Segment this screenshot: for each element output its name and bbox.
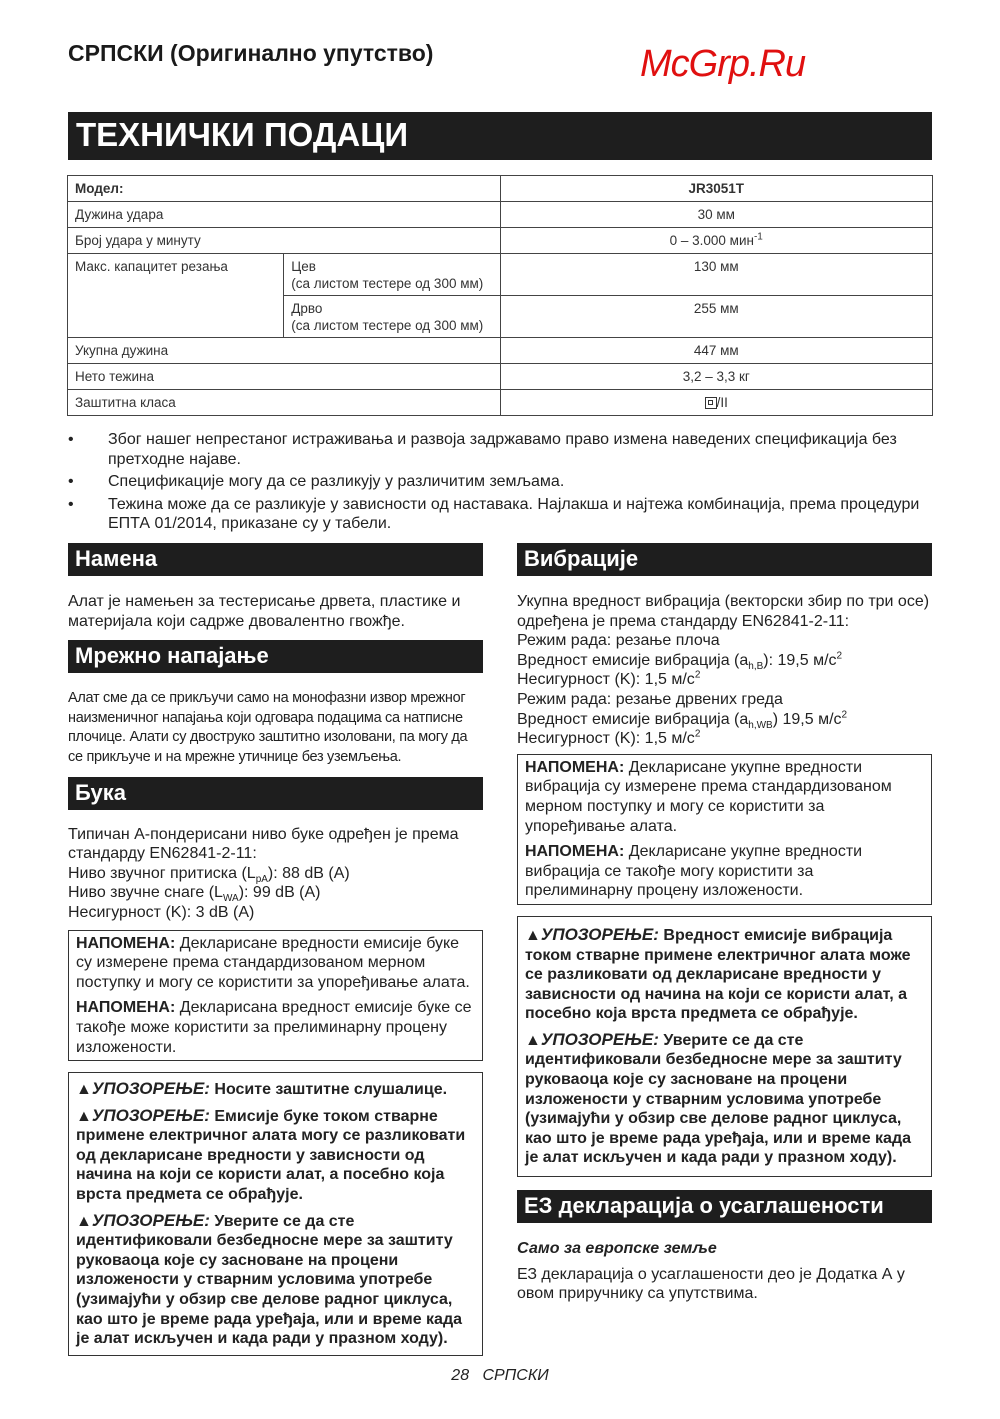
vibration-intro: Укупна вредност вибрација (векторски збир по три осе) одређена је према стандарду EN62841-2-11:: [517, 593, 930, 630]
double-insulation-icon: [705, 397, 717, 409]
t: h,WB: [748, 719, 773, 731]
t: 2: [836, 650, 843, 662]
list-item: • Тежина може да се разликује у зависности од наставака. Најлакша и најтежа комбинација, према процедури ЕПТА 01/2014, приказане су у табели.: [68, 495, 920, 532]
right-column: [517, 543, 932, 1304]
capacity-material: [284, 254, 500, 296]
uncertainty: [517, 670, 932, 690]
vibration-note-box: [517, 754, 932, 905]
t: ): 19,5 м/с: [763, 651, 837, 669]
footer-language: СРПСКИ: [482, 1367, 549, 1384]
warning-label: УПОЗОРЕЊЕ:: [540, 1029, 659, 1049]
spec-label: Дужина удара: [68, 202, 501, 228]
warning-icon: ▲: [525, 926, 541, 944]
note: [76, 934, 475, 993]
warning-icon: ▲: [76, 1081, 92, 1099]
declaration-subtitle: Само за европске земље: [517, 1240, 717, 1258]
power-heading: Мрежно напајање: [68, 640, 483, 673]
warning-label: УПОЗОРЕЊЕ:: [540, 924, 659, 944]
warning-label: УПОЗОРЕЊЕ:: [91, 1079, 210, 1099]
power-text: Алат сме да се прикључи само на монофазни извор мрежног наизменичног напајања који одговара подацима са натписне плочице. Алати су двоструко заштитно изоловани, па могу да се прикључе и на мрежне утичнице без уземљења.: [68, 690, 468, 765]
spec-value: 447 мм: [500, 338, 933, 364]
spec-label: Нето тежина: [68, 364, 501, 390]
warning-text: Уверите се да сте идентификовали безбедносне мере за заштиту руковаоца које су засноване на процени изложености у стварним условима употребе (узимајући у обзир све делове радног циклуса, као што је време рада уређаја, или и време када је алат искључен и када ради у празном ходу).: [525, 1031, 912, 1167]
list-item: • Спецификације могу да се разликују у различитим земљама.: [68, 473, 565, 490]
capacity-material: [284, 296, 500, 338]
purpose-heading: Намена: [68, 543, 483, 576]
vibration-heading: Вибрације: [517, 543, 932, 576]
note: [525, 842, 924, 901]
warning-label: УПОЗОРЕЊЕ:: [91, 1105, 210, 1125]
note-text: Декларисане вредности емисије буке су измерене према стандардизованом мерном поступку и могу се користити за упоређивање алата.: [76, 934, 470, 991]
note-label: НАПОМЕНА:: [525, 758, 625, 776]
table-row: [68, 254, 933, 296]
t: Ниво звучне снаге (L: [68, 884, 223, 902]
table-row: [68, 338, 933, 364]
warning: [525, 925, 924, 1024]
t: pA: [255, 873, 268, 885]
material: Дрво: [291, 301, 323, 316]
note: [76, 998, 475, 1057]
spec-value: 30 мм: [500, 202, 933, 228]
t: h,B: [748, 660, 764, 672]
noise-note-box: [68, 930, 483, 1062]
note-text: Декларисане укупне вредности вибрација се такође могу користити за прелиминарну процену изложености.: [525, 843, 863, 900]
vibration-values: [517, 592, 932, 749]
page-number: 28: [451, 1367, 470, 1384]
warning-text: Емисије буке током стварне примене електричног алата могу се разликовати од декларисане вредности у зависности од начина на који се користи алат, а посебно која врста предмета се обрађује.: [76, 1107, 466, 1204]
warning-icon: ▲: [525, 1031, 541, 1049]
t: ): 99 dB (A): [238, 884, 321, 902]
t: Ниво звучног притиска (L: [68, 864, 256, 882]
noise-intro: Типичан А-пондерисани ниво буке одређен је према стандарду EN62841-2-11:: [68, 825, 459, 863]
table-row: [68, 176, 933, 202]
model-value: JR3051T: [500, 176, 933, 202]
model-label: Модел:: [68, 176, 501, 202]
note: (са листом тестере од 300 мм): [291, 276, 484, 291]
warning-text: Уверите се да сте идентификовали безбедносне мере за заштиту руковаоца које су засноване на процени изложености у стварним условима употребе (узимајући у обзир све делове радног циклуса, као што је време рада уређаја, или и време када је алат искључен и када ради у празном ходу).: [76, 1212, 463, 1348]
warning-icon: ▲: [76, 1212, 92, 1230]
spec-label: Макс. капацитет резања: [68, 254, 284, 338]
table-row: [68, 390, 933, 416]
spec-value: 130 мм: [500, 254, 933, 296]
noise-pressure: [68, 864, 483, 884]
t: 2: [694, 670, 701, 682]
spec-value: [500, 228, 933, 254]
purpose-text: Алат је намењен за тестерисање дрвета, пластике и материјала који садрже двовалентно гвожђе.: [68, 593, 461, 630]
note: [525, 758, 924, 836]
note-text: Декларисане укупне вредности вибрација су измерене према стандардизованом мерном поступку и могу се користити за упоређивање алата.: [525, 758, 892, 835]
specs-title: ТЕХНИЧКИ ПОДАЦИ: [68, 112, 932, 160]
t: 2: [841, 709, 848, 721]
left-column: [68, 543, 483, 1356]
spec-value: [500, 390, 933, 416]
note-text: Спецификације могу да се разликују у различитим земљама.: [108, 473, 565, 490]
note-label: НАПОМЕНА:: [76, 934, 176, 952]
vibration-value: [517, 651, 932, 671]
t: WA: [222, 893, 239, 905]
material: Цев: [291, 259, 316, 274]
note-label: НАПОМЕНА:: [525, 843, 625, 861]
value-text: 0 – 3.000 мин: [669, 233, 754, 248]
vibration-warning-box: [517, 916, 932, 1177]
language-title: СРПСКИ (Оригинално упутство): [68, 40, 434, 66]
mode: Режим рада: резање плоча: [517, 632, 720, 650]
page-footer: [0, 1367, 1000, 1385]
noise-uncertainty: Несигурност (K): 3 dB (A): [68, 903, 255, 921]
table-row: [68, 364, 933, 390]
list-item: • Због нашег непрестаног истраживања и развоја задржавамо право измена наведених спецификација без претходне најаве.: [68, 431, 897, 468]
t: Несигурност (K): 1,5 м/с: [517, 730, 695, 748]
note-text: Декларисана вредност емисије буке се такође може користити за прелиминарну процену изложености.: [76, 999, 472, 1056]
declaration-text: ЕЗ декларација о усаглашености део је Додатка А у овом приручнику са упутствима.: [517, 1265, 905, 1303]
warning-text: Вредност емисије вибрација током стварне примене електричног алата може се разликовати од декларисане вредности у зависности од начина на који се користи алат, а посебно која врста предмета се обрађује.: [525, 926, 911, 1023]
spec-label: Број удара у минуту: [68, 228, 501, 254]
mode: Режим рада: резање дрвених греда: [517, 690, 783, 708]
note: (са листом тестере од 300 мм): [291, 318, 484, 333]
warning-label: УПОЗОРЕЊЕ:: [91, 1210, 210, 1230]
warning: [525, 1030, 924, 1168]
spec-label: Укупна дужина: [68, 338, 501, 364]
value-text: /II: [716, 395, 728, 410]
t: Вредност емисије вибрација (a: [517, 651, 749, 669]
spec-notes: [68, 430, 938, 537]
vibration-value: [517, 710, 932, 730]
noise-power: [68, 883, 483, 903]
t: Вредност емисије вибрација (a: [517, 710, 749, 728]
noise-values: [68, 825, 483, 923]
warning: [76, 1106, 475, 1205]
noise-heading: Бука: [68, 777, 483, 810]
noise-warning-box: [68, 1072, 483, 1356]
value-sup: -1: [753, 231, 763, 243]
t: ): 88 dB (A): [267, 864, 350, 882]
uncertainty: [517, 729, 932, 749]
warning-text: Носите заштитне слушалице.: [209, 1081, 448, 1099]
t: 2: [694, 728, 701, 740]
t: Несигурност (K): 1,5 м/с: [517, 671, 695, 689]
specs-table: [67, 175, 933, 416]
table-row: [68, 228, 933, 254]
spec-value: 3,2 – 3,3 кг: [500, 364, 933, 390]
table-row: [68, 202, 933, 228]
note-text: Због нашег непрестаног истраживања и развоја задржавамо право измена наведених спецификација без претходне најаве.: [108, 431, 897, 468]
spec-value: 255 мм: [500, 296, 933, 338]
spec-label: Заштитна класа: [68, 390, 501, 416]
note-label: НАПОМЕНА:: [76, 999, 176, 1017]
t: ) 19,5 м/с: [772, 710, 842, 728]
declaration-heading: ЕЗ декларација о усаглашености: [517, 1190, 932, 1223]
watermark-logo: McGrp.Ru: [640, 43, 806, 85]
warning: [76, 1211, 475, 1349]
warning-icon: ▲: [76, 1107, 92, 1125]
warning: [76, 1079, 475, 1100]
note-text: Тежина може да се разликује у зависности од наставака. Најлакша и најтежа комбинација, према процедури ЕПТА 01/2014, приказане су у табели.: [108, 495, 920, 532]
